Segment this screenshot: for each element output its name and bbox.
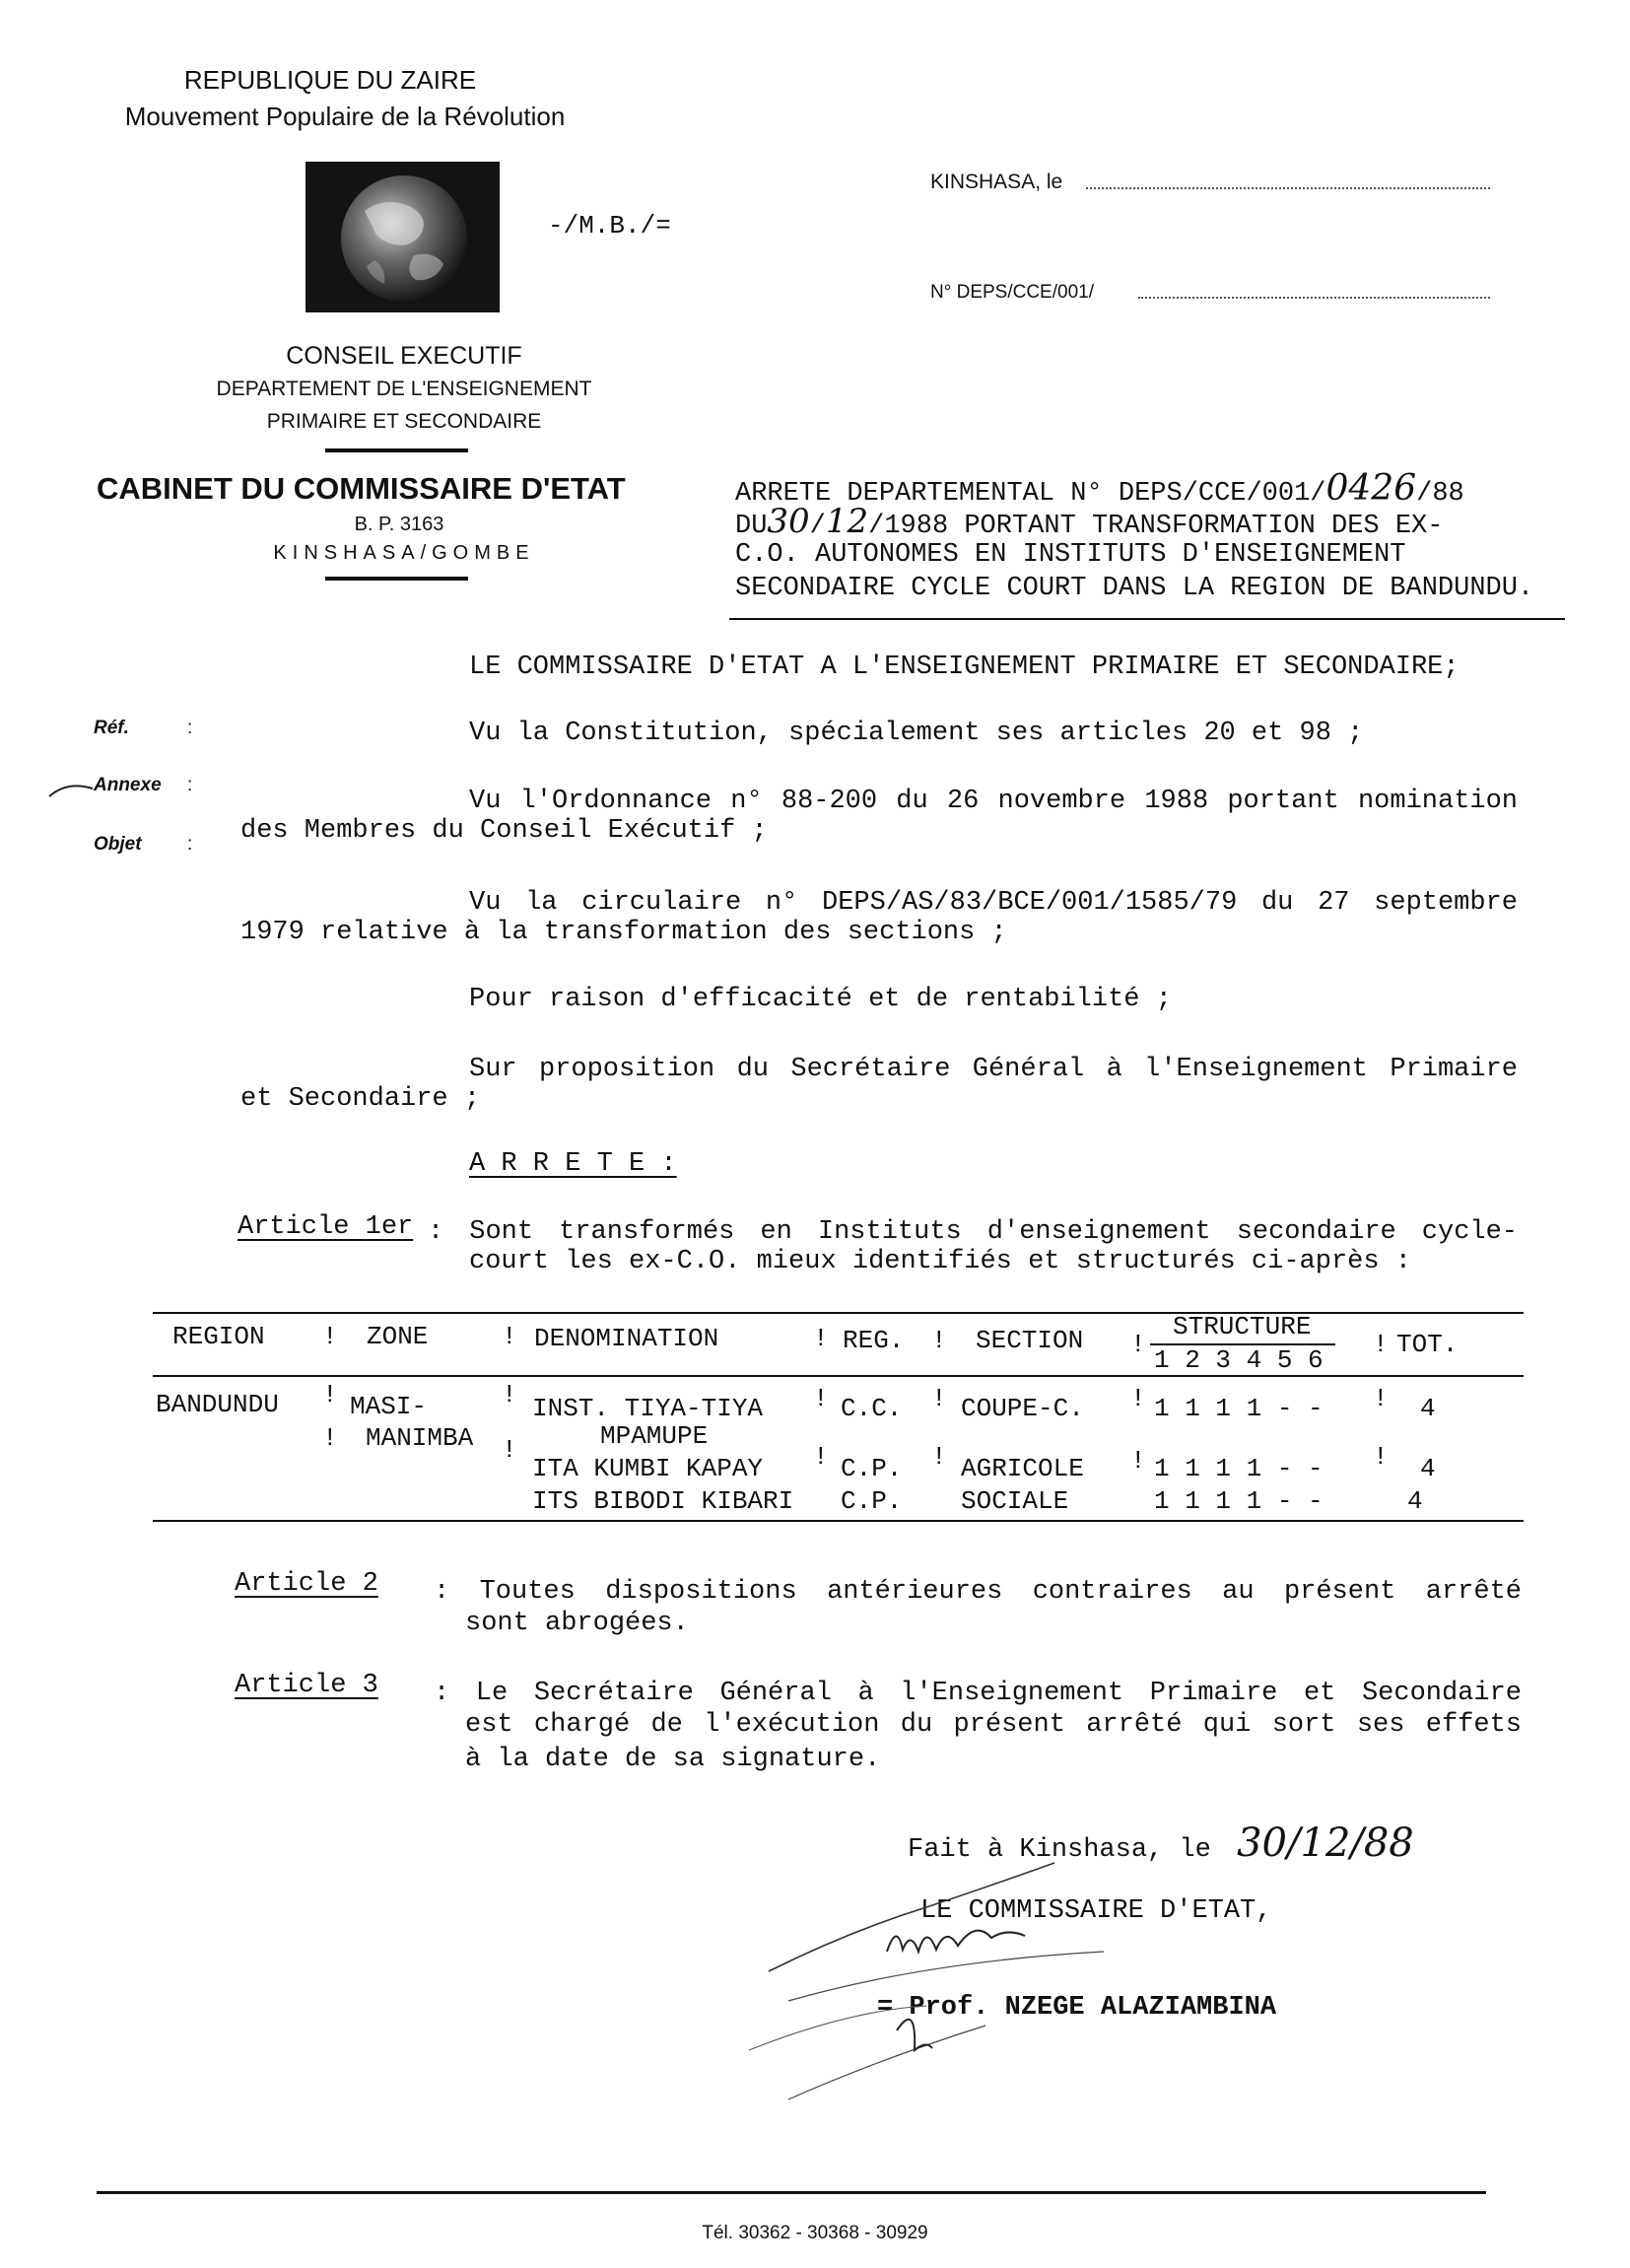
reference-fill-line	[1138, 297, 1490, 299]
cell-structure: 1 1 1 1 - -	[1154, 1454, 1324, 1483]
city-line: KINSHASA/GOMBE	[273, 542, 535, 564]
kinshasa-date-label: KINSHASA, le	[930, 171, 1063, 193]
header-region: REGION	[172, 1322, 265, 1351]
cell-reg: C.P.	[841, 1486, 903, 1516]
cell-region: BANDUNDU	[156, 1390, 279, 1419]
vu-circulaire-line-1: Vu la circulaire n° DEPS/AS/83/BCE/001/1585/79 du 27 septembre	[469, 888, 1518, 918]
header-zone: ZONE	[367, 1322, 429, 1351]
vu-ordonnance-line-2: des Membres du Conseil Exécutif ;	[240, 816, 768, 846]
cell-tot: 4	[1420, 1454, 1436, 1483]
title-underline	[729, 618, 1565, 620]
article-2-line-1: : Toutes dispositions antérieures contraires au présent arrêté	[434, 1577, 1522, 1607]
cell-tot: 4	[1420, 1394, 1436, 1423]
header-divider	[325, 448, 468, 452]
cell-section: COUPE-C.	[961, 1394, 1084, 1423]
table-row	[153, 1421, 1524, 1451]
margin-annexe-label: Annexe	[94, 775, 162, 795]
pen-mark-icon	[47, 781, 97, 800]
title-year: /88	[1416, 479, 1464, 509]
table-body: BANDUNDU ! ! MASI- MANIMBA ! ! INST. TIYA-TIYA ! C.C. ! COUPE-C. ! 1 1 1 1 - - ! 4 MPAMUPE ITA KUMBI KAPAY ! C.P. ! AGRICOLE ! 1 1 1 1 - - ! 4 ITS BIBODI KIBARI C.P. SOCIALE 1 1 1 1 - - 4	[153, 1380, 1524, 1528]
postal-box: B. P. 3163	[354, 514, 444, 535]
handwritten-day: 30	[767, 502, 810, 541]
cell-section: AGRICOLE	[961, 1454, 1084, 1483]
footer-telephone: Tél. 30362 - 30368 - 30929	[702, 2223, 928, 2243]
title-line-3: C.O. AUTONOMES EN INSTITUTS D'ENSEIGNEMENT	[735, 540, 1406, 570]
raison-line: Pour raison d'efficacité et de rentabilité ;	[469, 985, 1172, 1014]
cell-denomination: ITS BIBODI KIBARI	[532, 1486, 794, 1516]
article-3-line-3: à la date de sa signature.	[465, 1745, 881, 1774]
cell-section: SOCIALE	[961, 1486, 1069, 1516]
vu-ordonnance-line-1: Vu l'Ordonnance n° 88-200 du 26 novembre 1988 portant nomination	[469, 787, 1518, 816]
article-1-line-1: : Sont transformés en Instituts d'enseignement secondaire cycle-	[428, 1217, 1518, 1247]
article-3-line-1: : Le Secrétaire Général à l'Enseignement Primaire et Secondaire	[434, 1679, 1522, 1708]
globe-emblem	[306, 162, 500, 312]
article-3-label: Article 3	[235, 1671, 378, 1700]
cell-structure: 1 1 1 1 - -	[1154, 1486, 1324, 1516]
table-bottom-rule	[153, 1520, 1524, 1522]
table-header-row: REGION ! ZONE ! DENOMINATION ! REG. ! SECTION ! STRUCTURE 1 2 3 4 5 6 ! TOT.	[172, 1312, 1459, 1375]
handwritten-decree-number: 0426	[1325, 468, 1417, 509]
table-header-rule	[153, 1375, 1524, 1377]
margin-objet-label: Objet	[94, 834, 142, 855]
table-row: INST. TIYA-TIYA ! C.C. ! COUPE-C. ! 1 1 1 1 - - ! 4	[532, 1384, 1436, 1423]
header-tot: TOT.	[1396, 1330, 1459, 1359]
header-denomination: DENOMINATION	[534, 1324, 719, 1353]
fait-a-line: Fait à Kinshasa, le 30/12/88	[908, 1821, 1414, 1866]
movement-heading: Mouvement Populaire de la Révolution	[124, 102, 566, 131]
mb-reference: -/M.B./=	[548, 211, 671, 241]
title-line-2: DU30/12/1988 PORTANT TRANSFORMATION DES EX-	[735, 502, 1444, 541]
proposition-line-1: Sur proposition du Secrétaire Général à l'Enseignement Primaire	[469, 1055, 1518, 1084]
title-prefix: ARRETE DEPARTEMENTAL N° DEPS/CCE/001/	[735, 479, 1326, 509]
department-line-2: PRIMAIRE ET SECONDAIRE	[266, 410, 542, 433]
table-row	[153, 1486, 1524, 1516]
cell-tot: 4	[1407, 1486, 1423, 1516]
vu-constitution: Vu la Constitution, spécialement ses articles 20 et 98 ;	[469, 719, 1364, 748]
cell-reg: C.P.	[841, 1454, 903, 1483]
cell-zone-line-1: MASI-	[350, 1392, 428, 1421]
footer-rule	[97, 2191, 1486, 2194]
title-line-4: SECONDAIRE CYCLE COURT DANS LA REGION DE BANDUNDU.	[735, 574, 1534, 603]
table-row: ITA KUMBI KAPAY ! C.P. ! AGRICOLE ! 1 1 1 1 - - ! 4	[532, 1442, 1436, 1483]
cell-reg: C.C.	[841, 1394, 903, 1423]
cabinet-heading: CABINET DU COMMISSAIRE D'ETAT	[97, 471, 626, 506]
cabinet-divider	[325, 577, 468, 581]
header-structure: STRUCTURE	[1173, 1312, 1312, 1341]
article-3-line-2: est chargé de l'exécution du présent arrêté qui sort ses effets	[465, 1710, 1522, 1740]
proposition-line-2: et Secondaire ;	[240, 1084, 481, 1114]
reference-number-label: N° DEPS/CCE/001/	[930, 282, 1094, 303]
cell-denomination: ITA KUMBI KAPAY	[532, 1454, 764, 1483]
signatory-title: LE COMMISSAIRE D'ETAT,	[920, 1896, 1272, 1926]
header-reg: REG.	[843, 1326, 905, 1355]
handwritten-signature	[729, 1804, 1222, 2129]
globe-icon	[306, 162, 500, 312]
table-top-rule	[153, 1312, 1524, 1314]
header-section: SECTION	[976, 1326, 1084, 1355]
intro-line: LE COMMISSAIRE D'ETAT A L'ENSEIGNEMENT PRIMAIRE ET SECONDAIRE;	[469, 653, 1460, 682]
article-1-line-2: court les ex-C.O. mieux identifiés et structurés ci-après :	[469, 1247, 1411, 1276]
cell-structure: 1 1 1 1 - -	[1154, 1394, 1324, 1423]
header-structure-years: 1 2 3 4 5 6	[1154, 1345, 1324, 1375]
article-1-label: Article 1er	[238, 1212, 414, 1242]
cell-denomination: MPAMUPE	[600, 1421, 709, 1451]
cell-zone-line-2: MANIMBA	[366, 1423, 474, 1453]
handwritten-signature-date: 30/12/88	[1237, 1821, 1414, 1866]
arrete-heading: A R R E T E :	[469, 1149, 677, 1179]
vu-circulaire-line-2: 1979 relative à la transformation des sections ;	[240, 918, 1007, 947]
article-2-label: Article 2	[235, 1569, 378, 1599]
republic-heading: REPUBLIQUE DU ZAIRE	[183, 65, 477, 95]
cell-denomination: INST. TIYA-TIYA	[532, 1394, 764, 1423]
department-line-1: DEPARTEMENT DE L'ENSEIGNEMENT	[216, 378, 592, 400]
handwritten-month: 12	[825, 502, 869, 541]
article-2-line-2: sont abrogées.	[465, 1609, 689, 1638]
signatory-name: = Prof. NZEGE ALAZIAMBINA	[877, 1993, 1277, 2023]
date-fill-line	[1086, 187, 1490, 189]
council-heading: CONSEIL EXECUTIF	[286, 342, 522, 370]
margin-ref-label: Réf.	[94, 718, 129, 738]
